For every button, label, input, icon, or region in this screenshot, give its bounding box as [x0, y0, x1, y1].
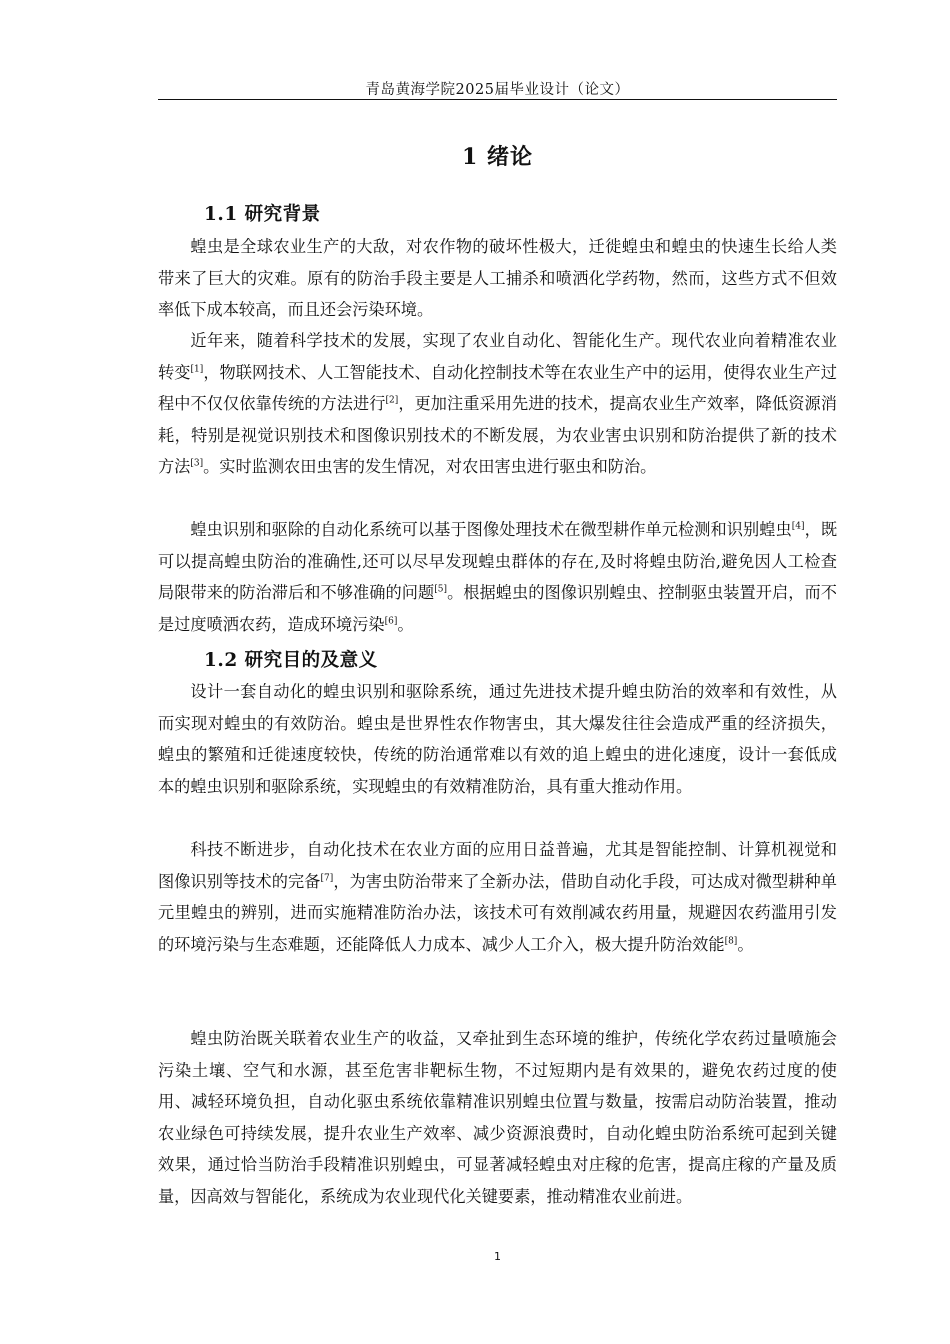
citation-marker: [1]	[190, 364, 204, 375]
paragraph-text: 设计一套自动化的蝗虫识别和驱除系统，通过先进技术提升蝗虫防治的效率和有效性，从而实现对蝗虫的有效防治。蝗虫是世界性农作物害虫，其大爆发往往会造成严重的经济损失，蝗虫的繁殖和迁徙速度较快，传统的防治通常难以有效的追上蝗虫的进化速度，设计一套低成本的蝗虫识别和驱除系统，实现蝗虫的有效精准防治，具有重大推动作用。	[158, 682, 837, 796]
citation-marker: [8]	[724, 936, 738, 947]
paragraph	[158, 514, 837, 640]
header-divider	[158, 99, 837, 100]
paragraph-text: 蝗虫是全球农业生产的大敌，对农作物的破坏性极大，迁徙蝗虫和蝗虫的快速生长给人类带来了巨大的灾难。原有的防治手段主要是人工捕杀和喷洒化学药物，然而，这些方式不但效率低下成本较高，而且还会污染环境。	[158, 237, 837, 320]
paragraph	[158, 1023, 837, 1213]
paragraph-text: 蝗虫识别和驱除的自动化系统可以基于图像处理技术在微型耕作单元检测和识别蝗虫	[190, 520, 792, 539]
page-number: 1	[494, 1250, 501, 1263]
paragraph-text: 。	[737, 934, 754, 954]
citation-marker: [2]	[385, 395, 399, 406]
paragraph	[158, 834, 837, 960]
paragraph-text: 近年来，随着科学技术的发展，实现了农业自动化、智能化生产。现代农业向着精准农业转变	[158, 331, 837, 382]
paragraph-text: 科技不断进步，自动化技术在农业方面的应用日益普遍，尤其是智能控制、计算机视觉和图像识别等技术的完备	[158, 840, 837, 891]
section-heading-1-2: 1.2 研究目的及意义	[204, 650, 378, 671]
section-heading-1-1: 1.1 研究背景	[204, 204, 321, 225]
paragraph-text: 。实时监测农田虫害的发生情况，对农田害虫进行驱虫和防治。	[203, 457, 657, 477]
paragraph-text: ，为害虫防治带来了全新办法，借助自动化手段，可达成对微型耕种单元里蝗虫的辨别，进而实施精准防治办法，该技术可有效削减农药用量，规避因农药滥用引发的环境污染与生态难题，还能降低人力成本、减少人工介入，极大提升防治效能	[158, 871, 837, 954]
citation-marker: [3]	[190, 458, 204, 469]
citation-marker: [4]	[791, 521, 805, 532]
paragraph-text: 。	[397, 614, 414, 634]
citation-marker: [6]	[384, 616, 398, 627]
page-header: 青岛黄海学院2025届毕业设计（论文）	[365, 82, 630, 98]
citation-marker: [5]	[434, 584, 447, 595]
paragraph	[158, 325, 837, 483]
paragraph-text: ，物联网技术、人工智能技术、自动化控制技术等在农业生产中的运用，使得农业生产过程中不仅仅依靠传统的方法进行	[158, 362, 837, 414]
paragraph	[158, 676, 837, 802]
citation-marker: [7]	[320, 873, 334, 884]
paragraph-text: 。根据蝗虫的图像识别蝗虫、控制驱虫装置开启，而不是过度喷洒农药，造成环境污染	[158, 583, 837, 634]
chapter-title: 1 绪论	[462, 144, 533, 170]
paragraph-text: ，更加注重采用先进的技术，提高农业生产效率，降低资源消耗，特别是视觉识别技术和图像识别技术的不断发展，为农业害虫识别和防治提供了新的技术方法	[158, 394, 837, 477]
paragraph-text: 蝗虫防治既关联着农业生产的收益，又牵扯到生态环境的维护，传统化学农药过量喷施会污染土壤、空气和水源，甚至危害非靶标生物，不过短期内是有效果的，避免农药过度的使用、减轻环境负担，自动化驱虫系统依靠精准识别蝗虫位置与数量，按需启动防治装置，推动农业绿色可持续发展，提升农业生产效率、减少资源浪费时，自动化蝗虫防治系统可起到关键效果，通过恰当防治手段精准识别蝗虫，可显著减轻蝗虫对庄稼的危害，提高庄稼的产量及质量，因高效与智能化，系统成为农业现代化关键要素，推动精准农业前进。	[158, 1029, 837, 1206]
paragraph	[158, 231, 837, 326]
paragraph-text: ，既可以提高蝗虫防治的准确性,还可以尽早发现蝗虫群体的存在,及时将蝗虫防治,避免因人工检查局限带来的防治滞后和不够准确的问题	[158, 520, 838, 603]
